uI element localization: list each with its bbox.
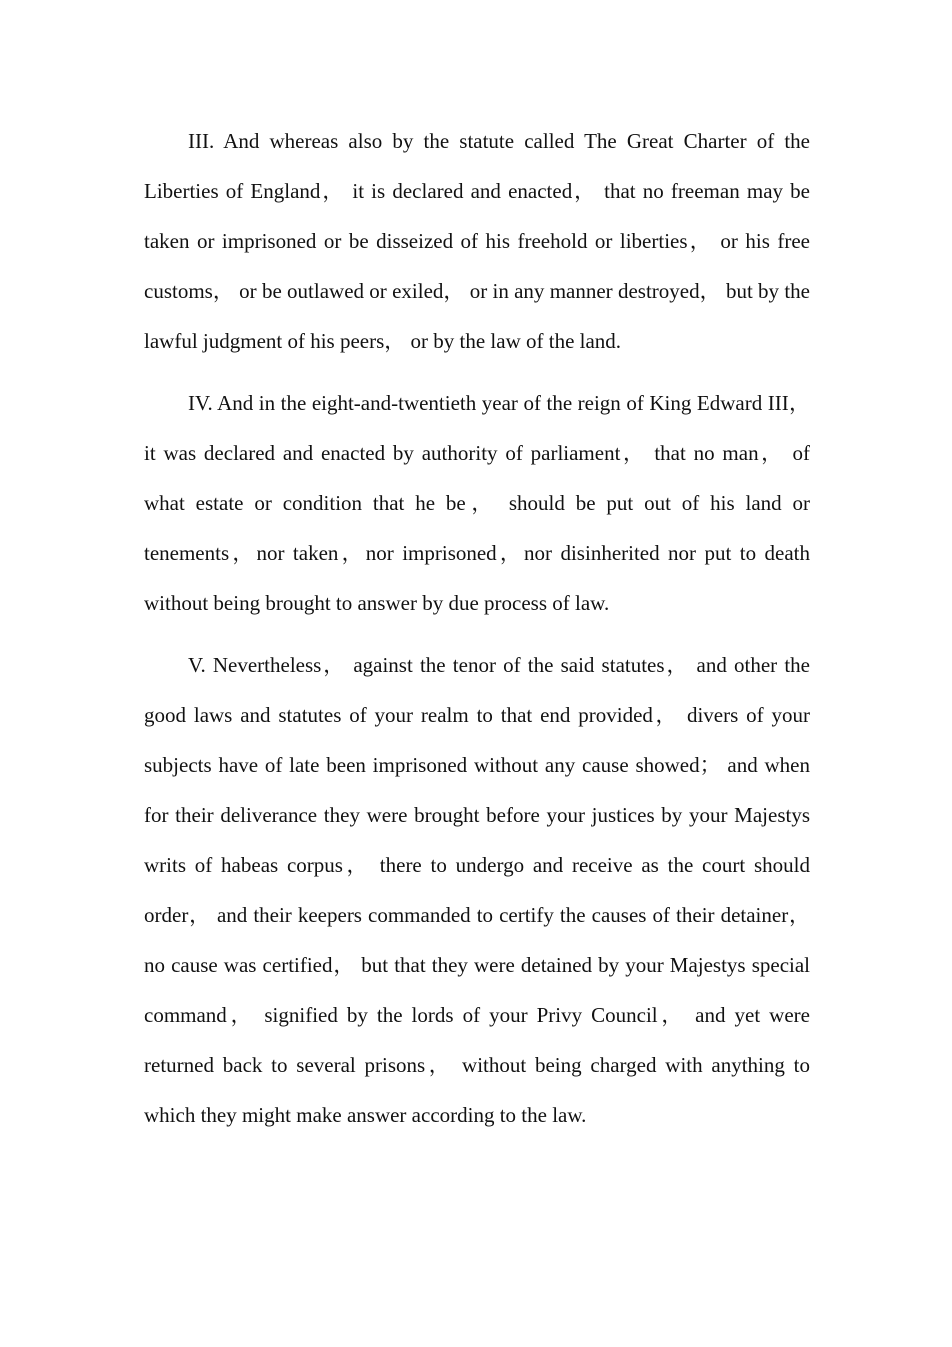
paragraph-iv: IV. And in the eight-and-twentieth year of the reign of King Edward III， it was declared and enacted by authority of parliament， that no man， of what estate or condition that he be， should be put out of his land or tenements，nor taken，nor imprisoned，nor disinherited nor put to death without being brought to answer by due process of law. — [144, 391, 810, 615]
paragraph-iii: III. And whereas also by the statute called The Great Charter of the Liberties of England， it is declared and enacted， that no freeman may be taken or imprisoned or be disseized of his freehold or liberties， or his free customs， or be outlawed or exiled， or in any manner destroyed， but by the lawful judgment of his peers， or by the law of the land. — [144, 129, 810, 353]
paragraph-v: V. Nevertheless， against the tenor of the said statutes， and other the good laws and statutes of your realm to that end provided， divers of your subjects have of late been imprisoned without any cause showed； and when for their deliverance they were brought before your justices by your Majestys writs of habeas corpus， there to undergo and receive as the court should order， and their keepers commanded to certify the causes of their detainer， no cause was certified， but that they were detained by your Majestys special command， signified by the lords of your Privy Council， and yet were returned back to several prisons， without being charged with anything to which they might make answer according to the law. — [144, 653, 810, 1127]
document-body — [144, 116, 810, 1140]
